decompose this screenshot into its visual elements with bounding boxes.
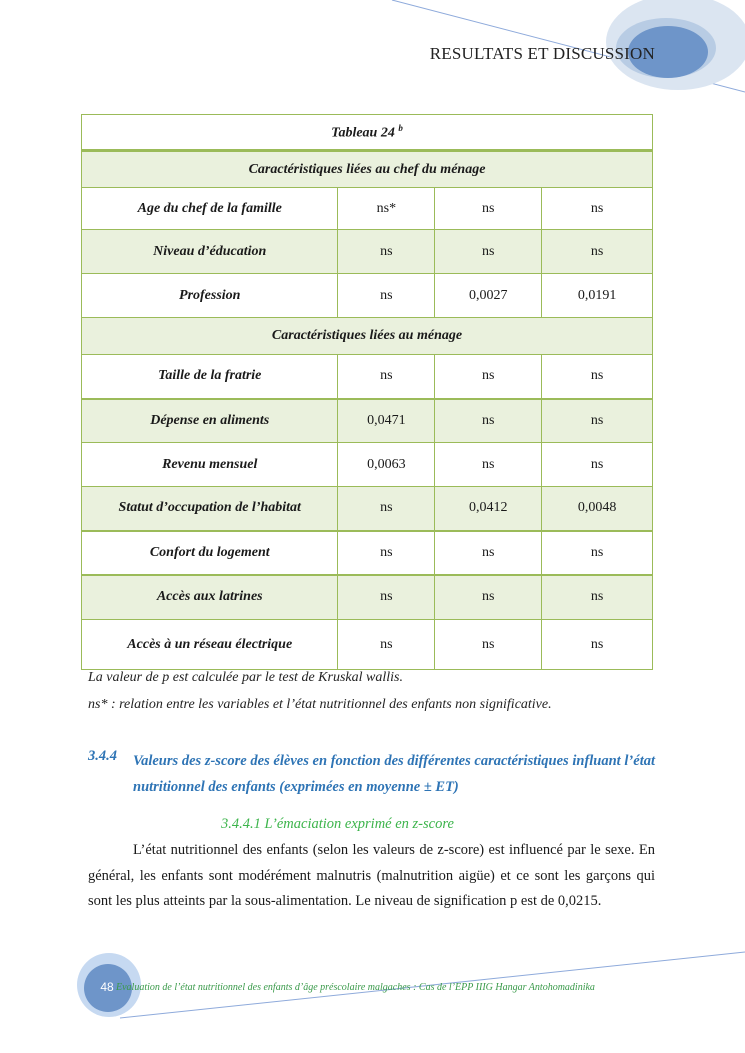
cell-value: ns — [542, 620, 653, 670]
table-section-row — [82, 318, 653, 355]
cell-value: ns — [542, 188, 653, 230]
cell-value: 0,0063 — [338, 443, 435, 487]
table-row — [82, 443, 653, 487]
table-note-kruskal: La valeur de p est calculée par le test de Kruskal wallis. — [88, 670, 403, 685]
table-row — [82, 575, 653, 620]
section-household: Caractéristiques liées au ménage — [82, 318, 653, 355]
cell-value: 0,0191 — [542, 274, 653, 318]
section-household-head: Caractéristiques liées au chef du ménage — [82, 151, 653, 188]
table-row — [82, 399, 653, 443]
cell-value: 0,0471 — [338, 399, 435, 443]
cell-value: ns — [542, 443, 653, 487]
table-title-row — [82, 115, 653, 151]
row-label: Age du chef de la famille — [82, 188, 338, 230]
row-label: Profession — [82, 274, 338, 318]
row-label: Confort du logement — [82, 531, 338, 575]
page-number: 48 — [100, 980, 114, 994]
cell-value: ns — [542, 399, 653, 443]
table-note-ns: ns* : relation entre les variables et l’état nutritionnel des enfants non significative. — [88, 697, 552, 712]
table-row — [82, 531, 653, 575]
cell-value: ns — [338, 230, 435, 274]
body-paragraph: L’état nutritionnel des enfants (selon les valeurs de z-score) est influencé par le sexe. En général, les enfants sont modérément malnutris (malnutrition aigüe) et ce sont les garçons qui sont les plus atteints par la sous-alimentation. Le niveau de signification p est de 0,0215. — [88, 842, 655, 909]
table-row — [82, 355, 653, 399]
table-row — [82, 188, 653, 230]
cell-value: ns — [338, 274, 435, 318]
cell-value: ns — [338, 531, 435, 575]
table-title: Tableau 24 $^b$ — [82, 115, 653, 151]
section-number: 3.4.4 — [88, 748, 117, 764]
cell-value: ns — [435, 230, 542, 274]
row-label: Niveau d’éducation — [82, 230, 338, 274]
cell-value: ns — [338, 620, 435, 670]
row-label: Revenu mensuel — [82, 443, 338, 487]
cell-value: 0,0027 — [435, 274, 542, 318]
cell-value: ns — [435, 531, 542, 575]
cell-value: ns — [338, 355, 435, 399]
cell-value: ns — [435, 443, 542, 487]
table-section-row — [82, 151, 653, 188]
cell-value: ns — [338, 487, 435, 531]
results-table — [81, 114, 653, 670]
row-label: Dépense en aliments — [82, 399, 338, 443]
row-label: Statut d’occupation de l’habitat — [82, 487, 338, 531]
cell-value: ns — [542, 230, 653, 274]
table-row — [82, 620, 653, 670]
cell-value: ns — [435, 188, 542, 230]
footer-text: Evaluation de l’état nutritionnel des enfants d’âge préscolaire malgaches : Cas de l’EPP IIIG Hangar Antohomadinika — [116, 982, 595, 993]
cell-value: ns — [338, 575, 435, 620]
table-row — [82, 230, 653, 274]
table-row — [82, 274, 653, 318]
row-label: Taille de la fratrie — [82, 355, 338, 399]
cell-value: ns — [542, 575, 653, 620]
cell-value: 0,0048 — [542, 487, 653, 531]
cell-value: ns — [435, 575, 542, 620]
cell-value: ns — [542, 531, 653, 575]
header-title: RESULTATS ET DISCUSSION — [429, 44, 655, 63]
table-row — [82, 487, 653, 531]
cell-value: ns — [435, 355, 542, 399]
row-label: Accès aux latrines — [82, 575, 338, 620]
cell-value: ns — [435, 620, 542, 670]
cell-value: 0,0412 — [435, 487, 542, 531]
cell-value: ns — [542, 355, 653, 399]
cell-value: ns* — [338, 188, 435, 230]
subsection-title: 3.4.4.1 L’émaciation exprimé en z-score — [221, 816, 454, 832]
cell-value: ns — [435, 399, 542, 443]
row-label: Accès à un réseau électrique — [82, 620, 338, 670]
section-title: Valeurs des z-score des élèves en fonction des différentes caractéristiques influant l’état nutritionnel des enfants (exprimées en moyenne ± ET) — [133, 753, 655, 795]
